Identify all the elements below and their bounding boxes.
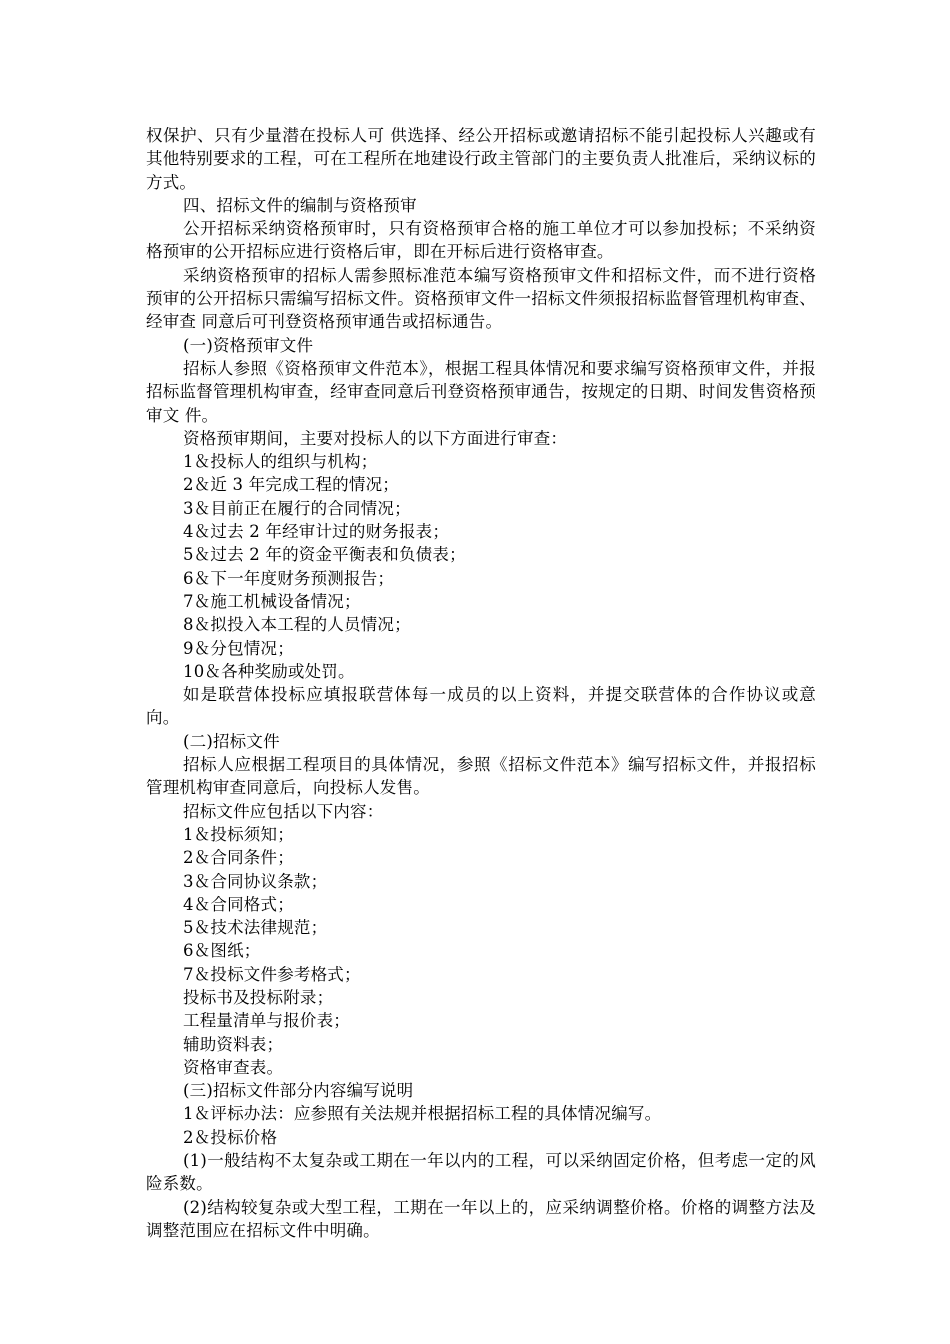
paragraph: 采纳资格预审的招标人需参照标准范本编写资格预审文件和招标文件，而不进行资格预审的公开招标只需编写招标文件。资格预审文件一招标文件须报招标监督管理机构审查、经审查 同意后可刊登资格预审通告或招标通告。 xyxy=(146,265,816,332)
subsection-heading: (三)招标文件部分内容编写说明 xyxy=(183,1081,414,1101)
paragraph: (2)结构较复杂或大型工程，工期在一年以上的，应采纳调整价格。价格的调整方法及调整范围应在招标文件中明确。 xyxy=(146,1197,816,1240)
list-item: 辅助资料表； xyxy=(183,1034,284,1054)
list-item: 4＆过去 2 年经审计过的财务报表； xyxy=(183,522,450,542)
paragraph: 如是联营体投标应填报联营体每一成员的以上资料，并提交联营体的合作协议或意向。 xyxy=(146,685,816,728)
list-item: 2＆投标价格 xyxy=(183,1127,278,1147)
list-item: 1＆投标须知； xyxy=(183,824,294,844)
list-item: 5＆过去 2 年的资金平衡表和负债表； xyxy=(183,545,466,565)
list-item: 3＆合同协议条款； xyxy=(183,871,328,891)
list-item: 8＆拟投入本工程的人员情况； xyxy=(183,615,411,635)
section-heading: 四、招标文件的编制与资格预审 xyxy=(183,195,417,215)
list-item: 10＆各种奖励或处罚。 xyxy=(183,661,355,681)
list-item: 工程量清单与报价表； xyxy=(183,1011,350,1031)
paragraph: 招标文件应包括以下内容： xyxy=(183,801,384,821)
list-item: 2＆合同条件； xyxy=(183,848,294,868)
list-item: 7＆施工机械设备情况； xyxy=(183,591,361,611)
paragraph: 权保护、只有少量潜在投标人可 供选择、经公开招标或邀请招标不能引起投标人兴趣或有其他特别要求的工程，可在工程所在地建设行政主管部门的主要负责人批准后，采纳议标的方式。 xyxy=(146,126,816,192)
list-item: 4＆合同格式； xyxy=(183,894,294,914)
paragraph: (1)一般结构不太复杂或工期在一年以内的工程，可以采纳固定价格，但考虑一定的风险系数。 xyxy=(146,1151,816,1194)
subsection-heading: (一)资格预审文件 xyxy=(183,335,314,355)
subsection-heading: (二)招标文件 xyxy=(183,731,280,751)
list-item: 6＆图纸； xyxy=(183,941,261,961)
list-item: 投标书及投标附录； xyxy=(183,987,334,1007)
list-item: 9＆分包情况； xyxy=(183,638,294,658)
paragraph: 公开招标采纳资格预审时，只有资格预审合格的施工单位才可以参加投标；不采纳资格预审的公开招标应进行资格后审，即在开标后进行资格审查。 xyxy=(146,219,816,262)
list-item: 1＆评标办法：应参照有关法规并根据招标工程的具体情况编写。 xyxy=(183,1104,662,1124)
list-item: 1＆投标人的组织与机构； xyxy=(183,452,378,472)
list-item: 5＆技术法律规范； xyxy=(183,918,328,938)
list-item: 7＆投标文件参考格式； xyxy=(183,964,361,984)
list-item: 6＆下一年度财务预测报告； xyxy=(183,568,395,588)
paragraph: 资格预审期间，主要对投标人的以下方面进行审查： xyxy=(183,428,568,448)
paragraph: 招标人参照《资格预审文件范本》，根据工程具体情况和要求编写资格预审文件，并报招标监督管理机构审查，经审查同意后刊登资格预审通告，按规定的日期、时间发售资格预审文 件。 xyxy=(146,358,816,425)
list-item: 资格审查表。 xyxy=(183,1057,284,1077)
list-item: 2＆近 3 年完成工程的情况； xyxy=(183,475,399,495)
document-body xyxy=(146,124,816,1242)
paragraph: 招标人应根据工程项目的具体情况，参照《招标文件范本》编写招标文件，并报招标管理机构审查同意后，向投标人发售。 xyxy=(146,755,816,798)
list-item: 3＆目前正在履行的合同情况； xyxy=(183,498,411,518)
